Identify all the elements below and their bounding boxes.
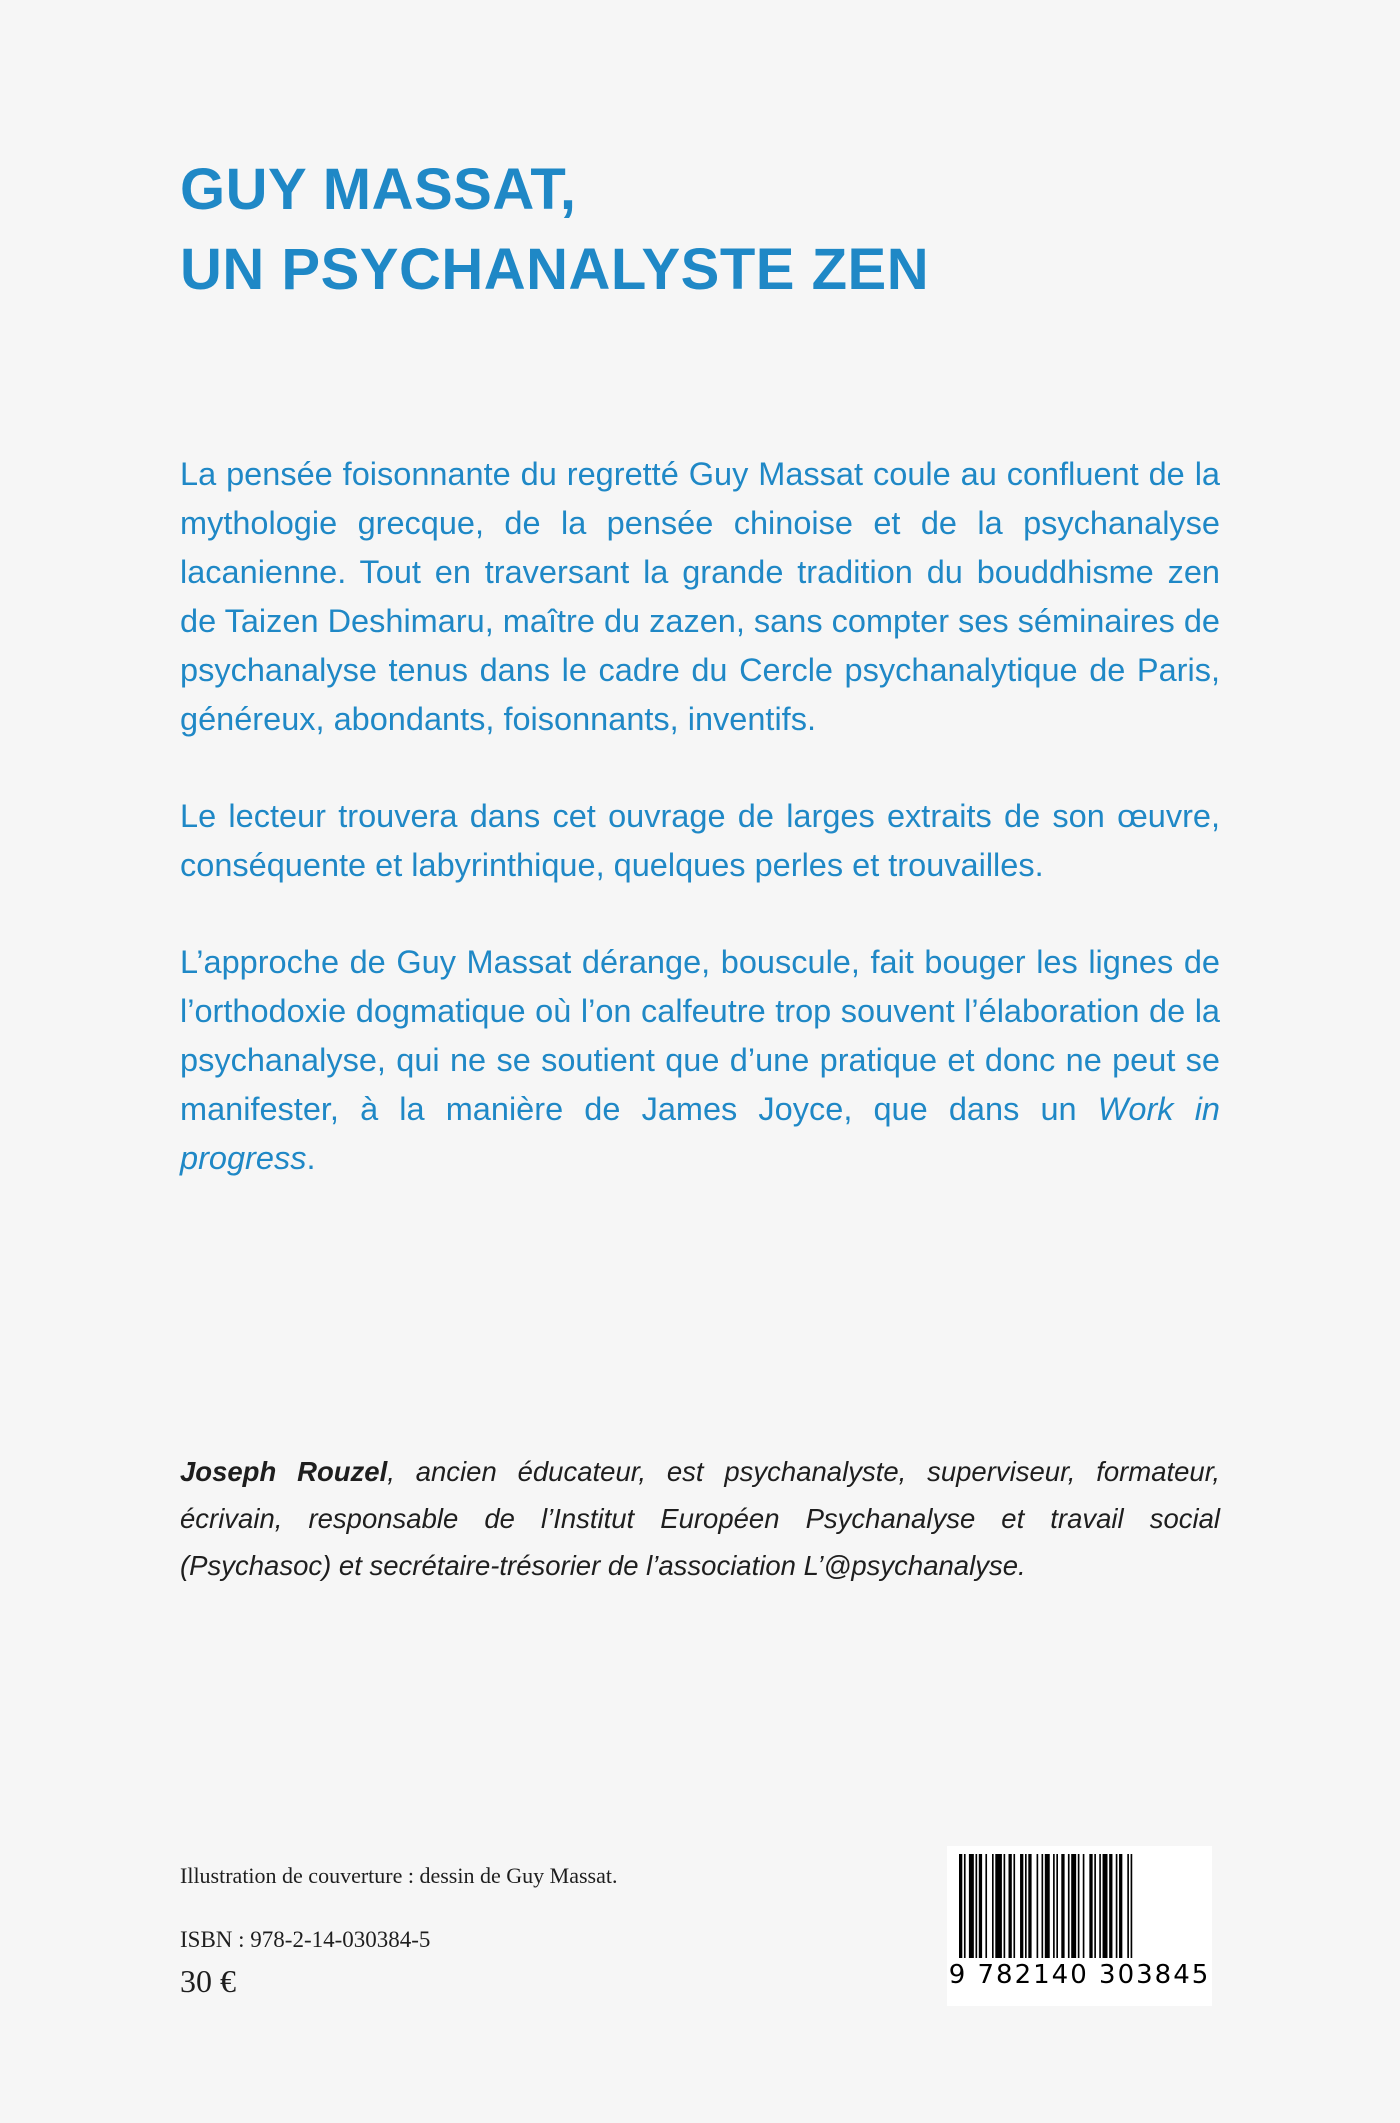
price: 30 € [180,1963,236,1999]
barcode-bar [1053,1854,1055,1958]
barcode-bar [1078,1854,1080,1958]
barcode-bar [1025,1854,1027,1958]
barcode-bar [1042,1854,1044,1958]
barcode-bars-icon [959,1854,1200,1958]
book-title-line-1: GUY MASSAT, [180,157,577,222]
barcode-bar [969,1854,974,1958]
blurb-paragraph-3 [180,938,1220,1183]
barcode-bar [964,1854,966,1958]
barcode-bar [1127,1854,1129,1958]
author-name: Joseph Rouzel [180,1456,388,1487]
barcode-bar [1061,1854,1064,1958]
barcode-bar [1013,1854,1015,1958]
barcode-bar [1116,1854,1118,1958]
author-bio-text: , ancien éducateur, est psychanalyste, superviseur, formateur, écrivain, responsable de l’Institut Européen Psychanalyse et travail social (Psychasoc) et secrétaire-trésorier de l’association L’@psychanalyse. [180,1456,1220,1581]
back-cover-blurb [180,450,1220,1231]
barcode-bar [1094,1854,1096,1958]
barcode-bar [1068,1854,1070,1958]
illustration-credit: Illustration de couverture : dessin de Guy Massat. [180,1863,618,1888]
barcode-bar [1083,1854,1085,1958]
barcode-bar [1028,1854,1031,1958]
blurb-paragraph-3-text: L’approche de Guy Massat dérange, bouscule, fait bouger les lignes de l’orthodoxie dogmatique où l’on calfeutre trop souvent l’élaboration de la psychanalyse, qui ne se soutient que d’une pratique et donc ne peut se manifester, à la manière de James Joyce, que dans un [180,944,1220,1127]
barcode-bar [995,1854,1002,1958]
author-bio [180,1448,1220,1589]
barcode-bar [976,1854,978,1958]
barcode-bar [1099,1854,1101,1958]
isbn: ISBN : 978-2-14-030384-5 [180,1927,431,1952]
barcode-bar [959,1854,962,1958]
book-title-line-2: UN PSYCHANALYSTE ZEN [180,237,930,302]
barcode-bar [985,1854,987,1958]
barcode-bar [1089,1854,1092,1958]
barcode-digits: 9 782140 303845 [948,1960,1211,1990]
barcode-bar [1071,1854,1076,1958]
barcode-bar [1119,1854,1122,1958]
barcode-bar [1103,1854,1108,1958]
work-in-progress-italic: Work in progress [180,1091,1220,1176]
barcode-bar [1045,1854,1050,1958]
barcode-bar [1009,1854,1012,1958]
barcode-bar [1004,1854,1006,1958]
barcode-bar [1131,1854,1133,1958]
barcode-bar [1109,1854,1112,1958]
barcode-bar [992,1854,994,1958]
barcode-bar [1020,1854,1023,1958]
blurb-paragraph-2: Le lecteur trouvera dans cet ouvrage de larges extraits de son œuvre, conséquente et labyrinthique, quelques perles et trouvailles. [180,798,1220,883]
blurb-paragraph-1: La pensée foisonnante du regretté Guy Massat coule au confluent de la mythologie grecque, de la pensée chinoise et de la psychanalyse lacanienne. Tout en traversant la grande tradition du bouddhisme zen de Taizen Deshimaru, maître du zazen, sans compter ses séminaires de psychanalyse tenus dans le cadre du Cercle psychanalytique de Paris, généreux, abondants, foisonnants, inventifs. [180,456,1220,737]
book-title [180,150,1230,310]
blurb-paragraph-3-end: . [306,1140,316,1176]
barcode-bar [1056,1854,1058,1958]
barcode-bar [1037,1854,1039,1958]
barcode-bar [979,1854,982,1958]
barcode [947,1846,1212,2006]
